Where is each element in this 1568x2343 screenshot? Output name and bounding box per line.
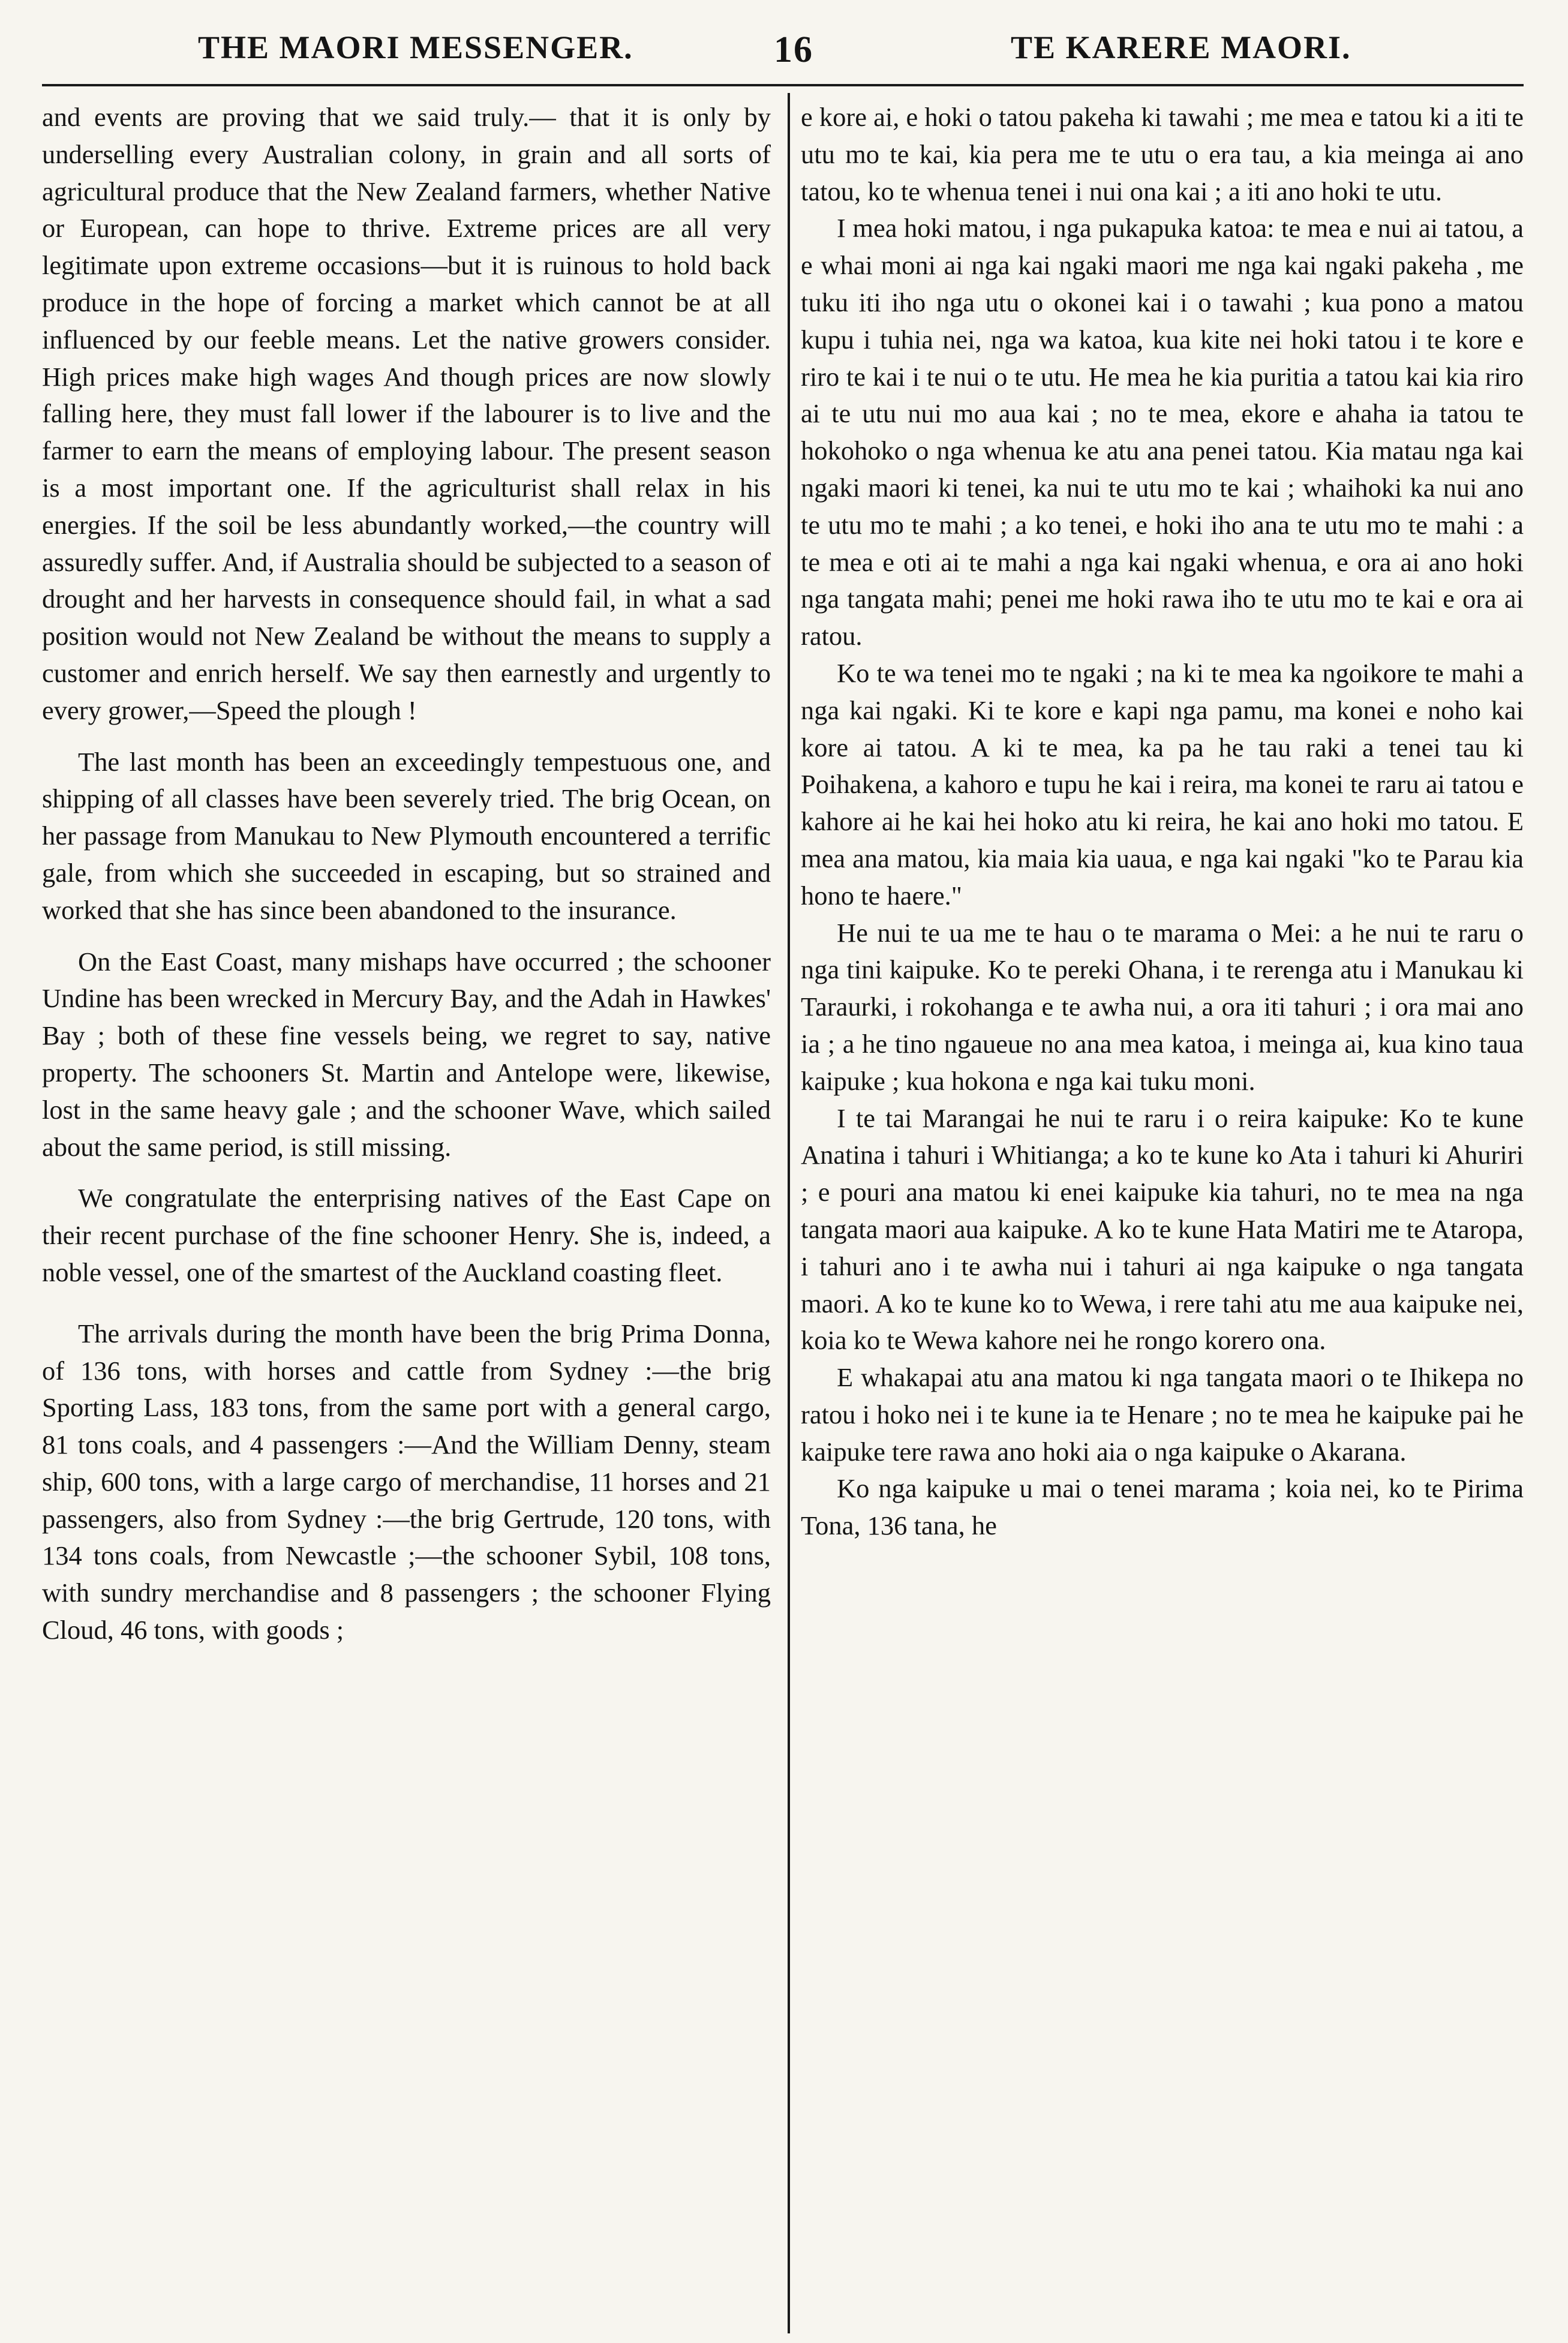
masthead-english-title: THE MAORI MESSENGER. bbox=[198, 29, 633, 65]
article-paragraph: Ko te wa tenei mo te ngaki ; na ki te mea ka ngoikore te mahi a nga kai ngaki. Ki te kore e kapi nga pamu, ma konei e noho kai kore ai tatou. A ki te mea, ka pa he tau raki a tenei tau ki Poihakena, a kahoro e tupu he kai i reira, ma konei te raru ai tatou e kahore ai he kai hei hoko atu ki reira, he kai ano hoki mo tatou. E mea ana matou, kia maia kia uaua, e nga kai ngaki "ko te Parau kia hono te haere." bbox=[801, 657, 1524, 911]
article-paragraph: I te tai Marangai he nui te raru i o reira kaipuke: Ko te kune Anatina i tahuri i Whitianga; a ko te kune ko Ata i tahuri ki Ahuriri ; e pouri ana matou ki enei kaipuke kia tahuri, no te mea na nga tangata maori aua kaipuke. A ko te kune Hata Matiri me te Ataropa, i tahuri ano i te awha nui i tahuri ai nga kaipuke o nga tangata maori. A ko te kune ko to Wewa, i rere tahi atu me aua kaipuke nei, koia ko te Wewa kahore nei he rongo korero ona. bbox=[801, 1103, 1524, 1356]
header-rule bbox=[42, 84, 1524, 86]
masthead-maori-title: TE KARERE MAORI. bbox=[1011, 29, 1351, 65]
column-divider bbox=[788, 93, 790, 2333]
article-paragraph: We congratulate the enterprising natives of the East Cape on their recent purchase of the fine schooner Henry. She is, indeed, a noble vessel, one of the smartest of the Auckland coasting fleet. bbox=[42, 1183, 771, 1287]
article-paragraph: The arrivals during the month have been the brig Prima Donna, of 136 tons, with horses and cattle from Sydney :—the brig Sporting Lass, 183 tons, from the same port with a general cargo, 81 tons coals, and 4 passengers :—And the William Denny, steam ship, 600 tons, with a large cargo of merchandise, 11 horses and 21 passengers, also from Sydney :—the brig Gertrude, 120 tons, with 134 tons coals, from Newcastle ;—the schooner Sybil, 108 tons, with sundry merchandise and 8 passengers ; the schooner Flying Cloud, 46 tons, with goods ; bbox=[42, 1318, 771, 1645]
article-paragraph: and events are proving that we said truly.— that it is only by underselling every Australian colony, in grain and all sorts of agricultural produce that the New Zealand farmers, whether Native or European, can hope to thrive. Extreme prices are all very legitimate upon extreme occasions—but it is ruinous to hold back produce in the hope of forcing a market which cannot be at all influenced by our feeble means. Let the native growers consider. High prices make high wages And though prices are now slowly falling here, they must fall lower if the labourer is to live and the farmer to earn the means of employing labour. The present season is a most important one. If the agriculturist shall relax in his energies. If the soil be less abundantly worked,—the country will assuredly suffer. And, if Australia should be subjected to a season of drought and her harvests in consequence should fail, in what a sad position would not New Zealand be without the means to supply a customer and enrich herself. We say then earnestly and urgently to every grower,—Speed the plough ! bbox=[42, 102, 771, 725]
english-column bbox=[42, 99, 771, 2330]
article-paragraph: Ko nga kaipuke u mai o tenei marama ; koia nei, ko te Pirima Tona, 136 tana, he bbox=[801, 1473, 1524, 1541]
article-paragraph: The last month has been an exceedingly tempestuous one, and shipping of all classes have been severely tried. The brig Ocean, on her passage from Manukau to New Plymouth encountered a terrific gale, from which she succeeded in escaping, but so strained and worked that she has since been abandoned to the insurance. bbox=[42, 746, 771, 925]
article-paragraph: E whakapai atu ana matou ki nga tangata maori o te Ihikepa no ratou i hoko nei i te kune ia te Henare ; no te mea he kaipuke pai he kaipuke tere rawa ano hoki aia o nga kaipuke o Akarana. bbox=[801, 1362, 1524, 1467]
article-paragraph: e kore ai, e hoki o tatou pakeha ki tawahi ; me mea e tatou ki a iti te utu mo te kai, kia pera me te utu o era tau, a kia meinga ai ano tatou, ko te whenua tenei i nui ona kai ; a iti ano hoki te utu. bbox=[801, 102, 1524, 206]
page-number: 16 bbox=[774, 29, 813, 70]
maori-column bbox=[801, 99, 1524, 2330]
article-paragraph: I mea hoki matou, i nga pukapuka katoa: te mea e nui ai tatou, a e whai moni ai nga kai ngaki maori me nga kai ngaki pakeha , me tuku iti iho nga utu o okonei kai i o tawahi ; kua pono a matou kupu i tuhia nei, nga wa katoa, kua kite nei hoki tatou i te kore e riro te kai i te nui o te utu. He mea he kia puritia a tatou kai kia riro ai te utu nui mo aua kai ; no te mea, ekore e ahaha ia tatou te hokohoko o nga whenua ke atu ana penei tatou. Kia matau nga kai ngaki maori ki tenei, ka nui te utu mo te kai ; whaihoki ka nui ano te utu mo te mahi ; a ko tenei, e hoki iho ana te utu mo te mahi : a te mea e oti ai te mahi a nga kai ngaki whenua, e ora ai ano hoki nga tangata mahi; penei me hoki rawa iho te utu mo te kai e ora ai ratou. bbox=[801, 213, 1524, 651]
article-paragraph: On the East Coast, many mishaps have occurred ; the schooner Undine has been wrecked in Mercury Bay, and the Adah in Hawkes' Bay ; both of these fine vessels being, we regret to say, native property. The schooners St. Martin and Antelope were, likewise, lost in the same heavy gale ; and the schooner Wave, which sailed about the same period, is still missing. bbox=[42, 946, 771, 1162]
masthead bbox=[0, 0, 1568, 96]
article-paragraph: He nui te ua me te hau o te marama o Mei: a he nui te raru o nga tini kaipuke. Ko te pereki Ohana, i te rerenga atu i Manukau ki Taraurki, i rokohanga e te awha nui, a ora iti tahuri ; i ora mai ano ia ; a he tino ngaueue no ana mea katoa, i meinga ai, kua kino taua kaipuke ; kua hokona e nga kai tuku moni. bbox=[801, 917, 1524, 1096]
